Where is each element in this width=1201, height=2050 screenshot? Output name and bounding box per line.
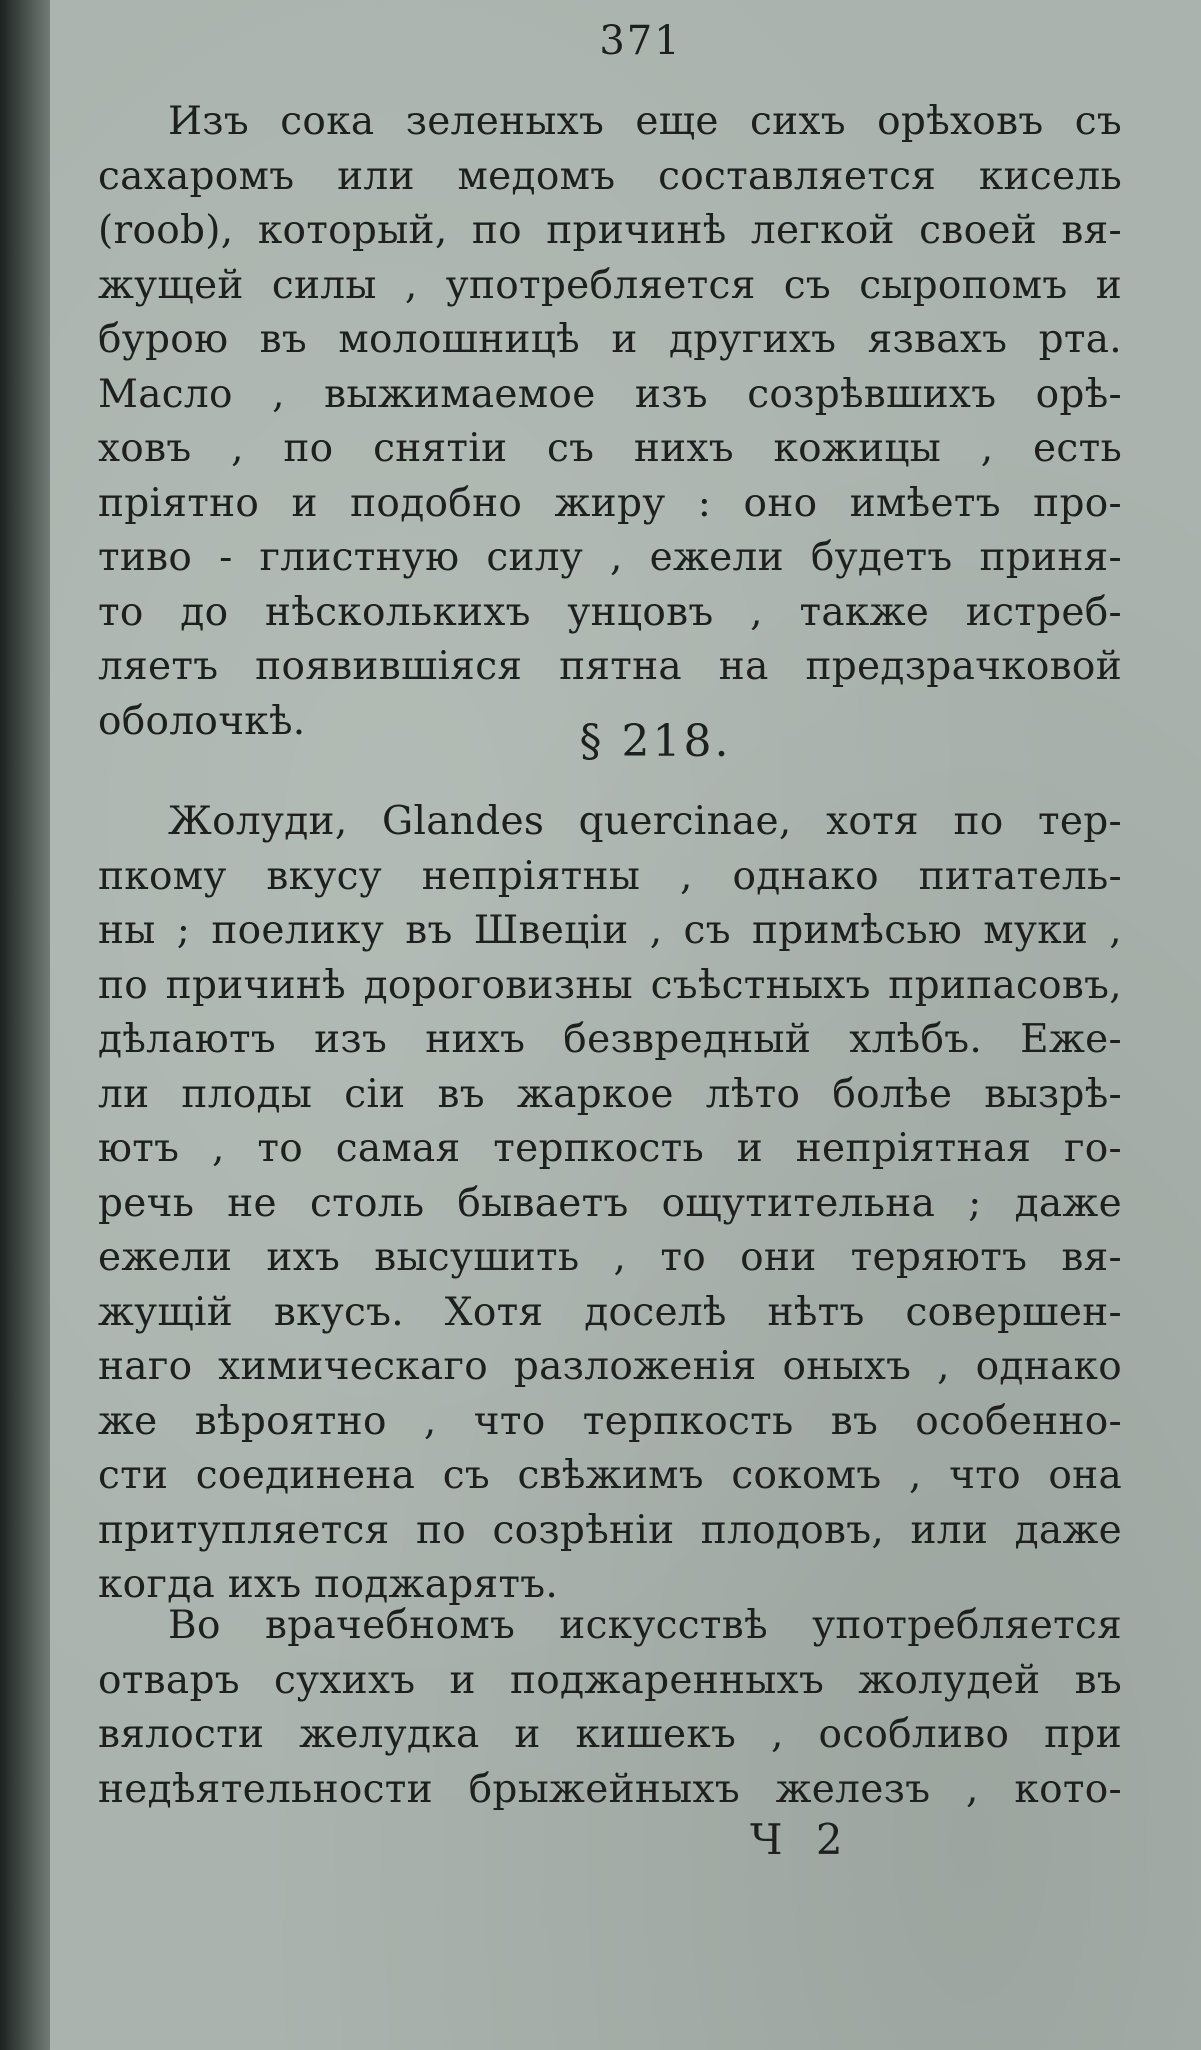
text-line: ны ; поелику въ Швеціи , съ примѣсью муки , [98,908,1122,953]
text-line: ли плоды сіи въ жаркое лѣто болѣе вызрѣ- [98,1071,1122,1117]
text-line: пріятно и подобно жиру : оно имѣетъ про- [98,480,1122,526]
text-line: отваръ сухихъ и поджаренныхъ жолудей въ [98,1657,1122,1703]
text-line: сахаромъ или медомъ составляется кисель [98,153,1122,199]
text-line: пкому вкусу непріятны , однако питатель- [98,853,1122,899]
text-line: то до нѣсколькихъ унцовъ , также истреб- [98,589,1122,635]
text-line: Жолуди, Glandes quercinae, хотя по тер- [168,799,1122,844]
text-line: наго химическаго разложенія оныхъ , однако [98,1344,1122,1389]
text-line: же вѣроятно , что терпкость въ особенно- [98,1398,1122,1444]
text-line: притупляется по созрѣніи плодовъ, или даже [98,1507,1122,1553]
text-line: бурою въ молошницѣ и другихъ язвахъ рта. [98,317,1122,362]
text-line: ютъ , то самая терпкость и непріятная го- [98,1126,1122,1171]
page-number: 371 [599,18,682,64]
section-heading: § 218. [579,716,732,767]
book-gutter-shadow [0,0,56,2050]
text-line: ляетъ появившіяся пятна на предзрачковой [98,644,1122,689]
text-line: по причинѣ дороговизны съѣстныхъ припасовъ, [98,962,1122,1008]
text-line: Изъ сока зеленыхъ еще сихъ орѣховъ съ [168,99,1122,144]
text-line: тиво - глистную силу , ежели будетъ приня- [98,535,1122,580]
book-page [50,0,1201,2050]
text-line: оболочкѣ. [98,698,306,744]
text-line: когда ихъ поджарятъ. [98,1562,559,1607]
text-line: Во врачебномъ искусствѣ употребляется [168,1603,1122,1648]
text-line: ежели ихъ высушить , то они теряютъ вя- [98,1235,1122,1280]
text-line: жущей силы , употребляется съ сыропомъ и [98,262,1122,308]
text-line: жущій вкусъ. Хотя доселѣ нѣтъ совершен- [98,1289,1122,1335]
text-line: ховъ , по снятіи съ нихъ кожицы , есть [98,426,1122,471]
text-line: (roob), который, по причинѣ легкой своей вя- [98,208,1122,253]
text-line: дѣлаютъ изъ нихъ безвредный хлѣбъ. Еже- [98,1017,1122,1062]
text-line: вялости желудка и кишекъ , особливо при [98,1712,1122,1757]
text-line: речь не столь бываетъ ощутительна ; даже [98,1180,1122,1226]
signature-mark: Ч 2 [750,1815,853,1864]
text-line: Масло , выжимаемое изъ созрѣвшихъ орѣ- [98,371,1122,417]
text-line: сти соединена съ свѣжимъ сокомъ , что она [98,1453,1122,1498]
text-line: недѣятельности брыжейныхъ железъ , кото- [98,1766,1122,1812]
